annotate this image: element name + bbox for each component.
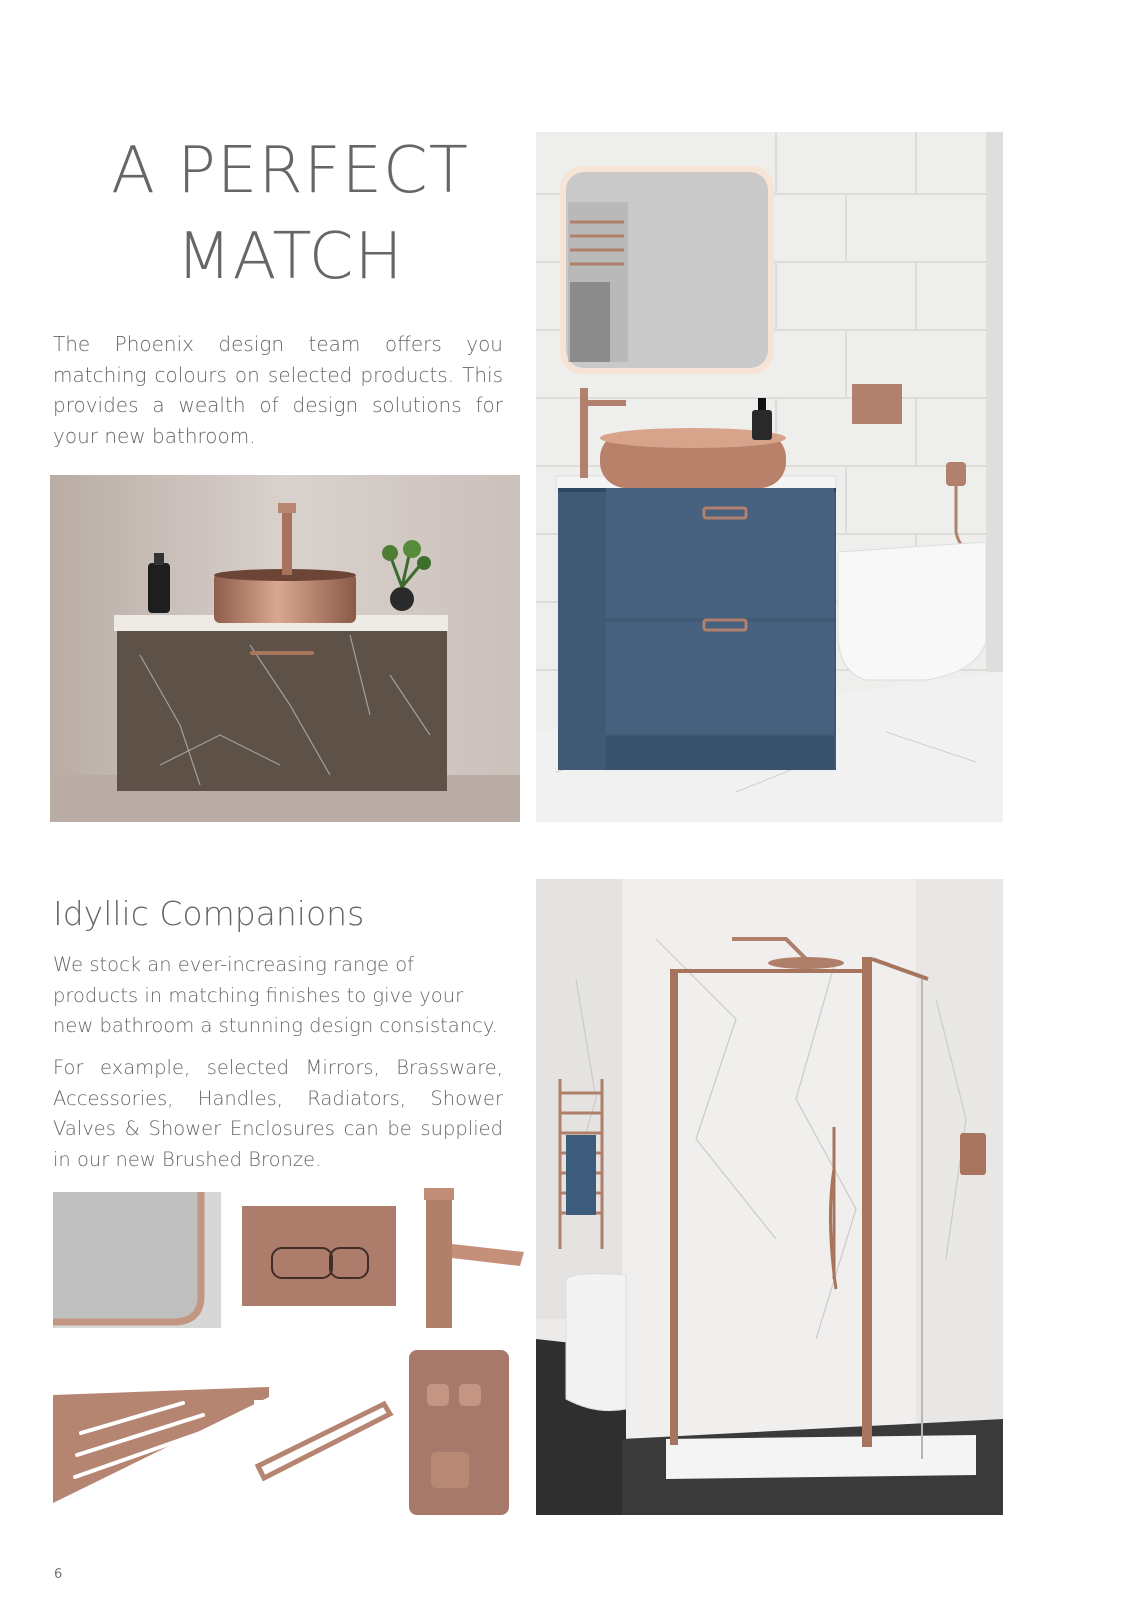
photo-marble-vanity — [50, 475, 520, 822]
photo-basin-tap — [416, 1186, 526, 1331]
page-title — [52, 128, 528, 300]
title-line-2: MATCH — [176, 220, 404, 294]
companions-paragraph-2: For example, selected Mirrors, Brassware, Accessories, Handles, Radiators, Shower Valves & Shower Enclosures can be supplied in our new Brushed Bronze. — [53, 1056, 503, 1171]
section-heading: Idyllic Companions — [53, 894, 365, 933]
photo-towel-rail — [254, 1400, 394, 1490]
photo-mirror-corner — [53, 1192, 221, 1328]
photo-corner-shelf — [53, 1385, 273, 1507]
photo-flush-plate — [242, 1206, 396, 1306]
intro-text: The Phoenix design team offers you matching colours on selected products. This provides a wealth of design solutions for your new bathroom. — [53, 332, 503, 448]
photo-shower-valve — [409, 1350, 509, 1515]
title-line-1: A PERFECT — [111, 134, 469, 208]
page-number: 6 — [54, 1567, 63, 1582]
photo-blue-vanity-bathroom — [536, 132, 1003, 822]
photo-shower-enclosure — [536, 879, 1003, 1515]
companions-paragraph-1: We stock an ever-increasing range of products in matching finishes to give your new bathroom a stunning design consistancy. — [53, 953, 498, 1037]
